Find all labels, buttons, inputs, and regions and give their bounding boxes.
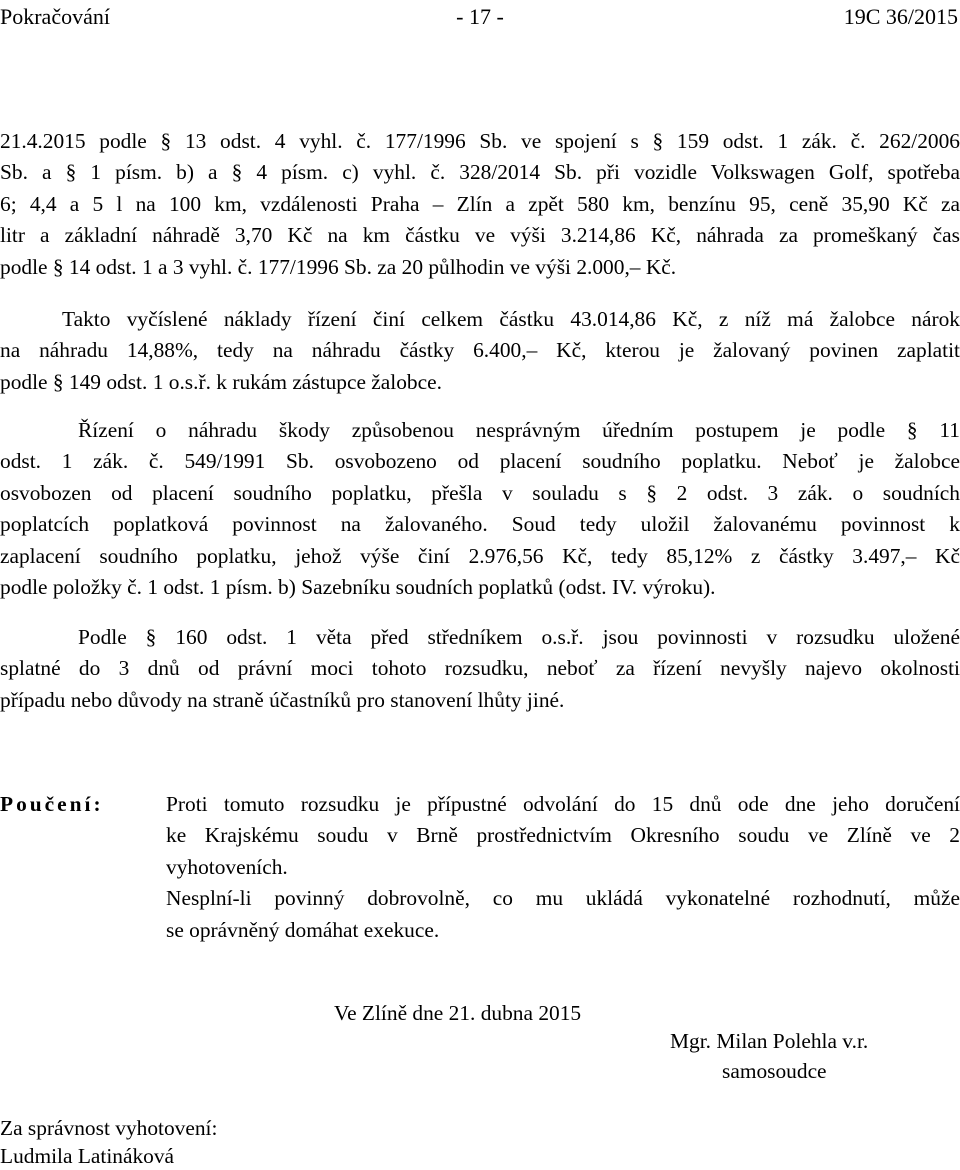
text-line: Sb. a § 1 písm. b) a § 4 písm. c) vyhl. č. 328/2014 Sb. při vozidle Volkswagen Golf, spotřeba [0, 160, 960, 185]
place-and-date: Ve Zlíně dne 21. dubna 2015 [334, 1001, 582, 1025]
text-line: Takto vyčíslené náklady řízení činí celkem částku 43.014,86 Kč, z níž má žalobce nárok [62, 307, 960, 331]
text-line: případu nebo důvody na straně účastníků pro stanovení lhůty jiné. [0, 687, 565, 712]
text-line: zaplacení soudního poplatku, jehož výše činí 2.976,56 Kč, tedy 85,12% z částky 3.497,– Kč [0, 543, 960, 568]
certifier-name: Ludmila Latináková [0, 1144, 175, 1168]
text-line: Řízení o náhradu škody způsobenou nesprávným úředním postupem je podle § 11 [78, 418, 960, 442]
paragraph-due-date [0, 622, 960, 716]
text-line: litr a základní náhradě 3,70 Kč na km částku ve výši 3.214,86 Kč, náhrada za promeškaný čas [0, 223, 960, 248]
text-line: Podle § 160 odst. 1 věta před středníkem o.s.ř. jsou povinnosti v rozsudku uložené [78, 625, 960, 649]
notice-label: Poučení: [0, 792, 104, 816]
certification-block [0, 1114, 217, 1170]
text-line: podle položky č. 1 odst. 1 písm. b) Sazebníku soudních poplatků (odst. IV. výroku). [0, 575, 716, 600]
page-header [0, 2, 960, 32]
text-line: splatné do 3 dnů od právní moci tohoto rozsudku, neboť za řízení nevyšly najevo okolnosti [0, 656, 960, 681]
text-line: Nesplní-li povinný dobrovolně, co mu ukládá vykonatelné rozhodnutí, může [166, 886, 960, 911]
judge-role: samosoudce [722, 1059, 827, 1083]
text-line: 6; 4,4 a 5 l na 100 km, vzdálenosti Praha – Zlín a zpět 580 km, benzínu 95, ceně 35,90 Kč za [0, 191, 960, 216]
text-line: poplatcích poplatková povinnost na žalovaného. Soud tedy uložil žalovanému povinnost k [0, 512, 960, 537]
paragraph-court-fee [0, 415, 960, 603]
header-continuation: Pokračování [0, 4, 110, 29]
text-line: odst. 1 zák. č. 549/1991 Sb. osvobozeno od placení soudního poplatku. Neboť je žalobce [0, 449, 960, 474]
judge-name: Mgr. Milan Polehla v.r. [670, 1029, 869, 1053]
text-line: 21.4.2015 podle § 13 odst. 4 vyhl. č. 177/1996 Sb. ve spojení s § 159 odst. 1 zák. č. 262/2006 [0, 129, 960, 153]
text-line: se oprávněný domáhat exekuce. [166, 917, 440, 942]
text-line: Proti tomuto rozsudku je přípustné odvolání do 15 dnů ode dne jeho doručení [166, 792, 960, 816]
page-number: - 17 - [456, 4, 504, 29]
text-line: vyhotoveních. [166, 854, 288, 879]
certification-label: Za správnost vyhotovení: [0, 1116, 218, 1140]
notice-text [166, 789, 960, 946]
text-line: na náhradu 14,88%, tedy na náhradu částky 6.400,– Kč, kterou je žalovaný povinen zaplatit [0, 338, 960, 363]
text-line: ke Krajskému soudu v Brně prostřednictvím Okresního soudu ve Zlíně ve 2 [166, 823, 960, 848]
case-number: 19C 36/2015 [843, 4, 958, 29]
paragraph-total-costs [0, 304, 960, 398]
text-line: osvobozen od placení soudního poplatku, přešla v souladu s § 2 odst. 3 zák. o soudních [0, 480, 960, 505]
text-line: podle § 14 odst. 1 a 3 vyhl. č. 177/1996 Sb. za 20 půlhodin ve výši 2.000,– Kč. [0, 254, 677, 279]
paragraph-travel-costs [0, 126, 960, 283]
text-line: podle § 149 odst. 1 o.s.ř. k rukám zástupce žalobce. [0, 369, 442, 394]
